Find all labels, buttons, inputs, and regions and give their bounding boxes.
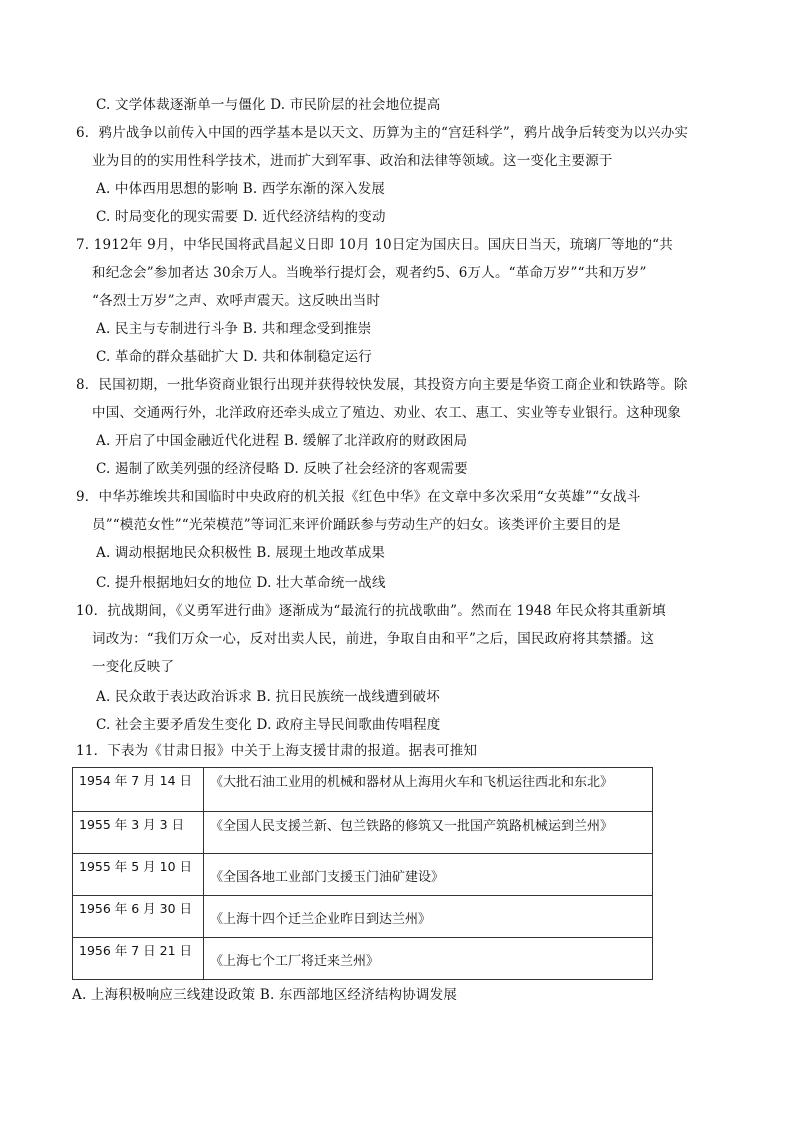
report-date: 1956 年 6 月 30 日 <box>73 896 204 938</box>
q7-stem-line2: 和纪念会”参加者达 30余万人。当晚举行提灯会，观者约5、6万人。“革命万岁”“共和万岁” <box>92 265 647 281</box>
table-row <box>73 768 653 812</box>
q11-stem: 11．下表为《甘肃日报》中关于上海支援甘肃的报道。据表可推知 <box>76 743 478 759</box>
q7-options-ab: A. 民主与专制进行斗争 B. 共和理念受到推崇 <box>96 321 372 337</box>
q7-stem-line1: 7. 1912年 9月，中华民国将武昌起义日即 10月 10日定为国庆日。国庆日当天，琉璃厂等地的“共 <box>76 237 673 253</box>
q6-options-cd: C. 时局变化的现实需要 D. 近代经济结构的变动 <box>96 209 386 225</box>
q8-stem-line2: 中国、交通两行外，北洋政府还牵头成立了殖边、劝业、农工、惠工、实业等专业银行。这种现象 <box>92 405 682 421</box>
q8-options-ab: A. 开启了中国金融近代化进程 B. 缓解了北洋政府的财政困局 <box>96 433 468 449</box>
q9-options-cd: C. 提升根据地妇女的地位 D. 壮大革命统一战线 <box>96 575 386 591</box>
q10-options-ab: A. 民众敢于表达政治诉求 B. 抗日民族统一战线遭到破坏 <box>96 689 440 705</box>
table-row <box>73 896 653 938</box>
report-title: 《上海七个工厂将迁来兰州》 <box>204 938 653 980</box>
q8-options-cd: C. 遏制了欧美列强的经济侵略 D. 反映了社会经济的客观需要 <box>96 461 468 477</box>
report-title: 《大批石油工业用的机械和器材从上海用火车和飞机运往西北和东北》 <box>204 768 653 812</box>
report-title: 《全国各地工业部门支援玉门油矿建设》 <box>204 854 653 896</box>
q9-stem-line1: 9．中华苏维埃共和国临时中央政府的机关报《红色中华》在文章中多次采用“女英雄”“女战斗 <box>76 489 641 505</box>
report-table <box>72 767 653 980</box>
q6-stem-line2: 业为目的的实用性科学技术，进而扩大到军事、政治和法律等领域。这一变化主要源于 <box>92 153 613 169</box>
q6-options-ab: A. 中体西用思想的影响 B. 西学东渐的深入发展 <box>96 181 386 197</box>
report-date: 1955 年 5 月 10 日 <box>73 854 204 896</box>
q6-stem-line1: 6．鸦片战争以前传入中国的西学基本是以天文、历算为主的“宫廷科学”，鸦片战争后转变为以兴办实 <box>76 125 689 141</box>
report-date: 1955 年 3 月 3 日 <box>73 812 204 854</box>
q7-stem-line3: “各烈士万岁”之声、欢呼声震天。这反映出当时 <box>92 293 381 309</box>
q8-stem-line1: 8．民国初期，一批华资商业银行出现并获得较快发展，其投资方向主要是华资工商企业和铁路等。除 <box>76 377 688 393</box>
q9-stem-line2: 员”“模范女性”“光荣模范”等词汇来评价踊跃参与劳动生产的妇女。该类评价主要目的是 <box>92 517 621 533</box>
report-date: 1956 年 7 日 21 日 <box>73 938 204 980</box>
q10-stem-line2: 词改为：“我们万众一心，反对出卖人民，前进，争取自由和平”之后，国民政府将其禁播。这 <box>92 631 655 647</box>
q11-options-ab: A. 上海积极响应三线建设政策 B. 东西部地区经济结构协调发展 <box>72 987 458 1003</box>
table-row <box>73 812 653 854</box>
q9-options-ab: A. 调动根据地民众积极性 B. 展现土地改革成果 <box>96 545 386 561</box>
q10-stem-line1: 10．抗战期间，《义勇军进行曲》逐渐成为“最流行的抗战歌曲”。然而在 1948 年民众将其重新填 <box>76 603 666 619</box>
table-row <box>73 854 653 896</box>
table-row <box>73 938 653 980</box>
report-title: 《全国人民支援兰新、包兰铁路的修筑又一批国产筑路机械运到兰州》 <box>204 812 653 854</box>
report-date: 1954 年 7 月 14 日 <box>73 768 204 812</box>
q10-stem-line3: 一变化反映了 <box>92 659 175 675</box>
report-title: 《上海十四个迁兰企业昨日到达兰州》 <box>204 896 653 938</box>
q5-options-cd: C. 文学体裁逐渐单一与僵化 D. 市民阶层的社会地位提高 <box>96 97 441 113</box>
q7-options-cd: C. 革命的群众基础扩大 D. 共和体制稳定运行 <box>96 349 372 365</box>
q10-options-cd: C. 社会主要矛盾发生变化 D. 政府主导民间歌曲传唱程度 <box>96 717 441 733</box>
